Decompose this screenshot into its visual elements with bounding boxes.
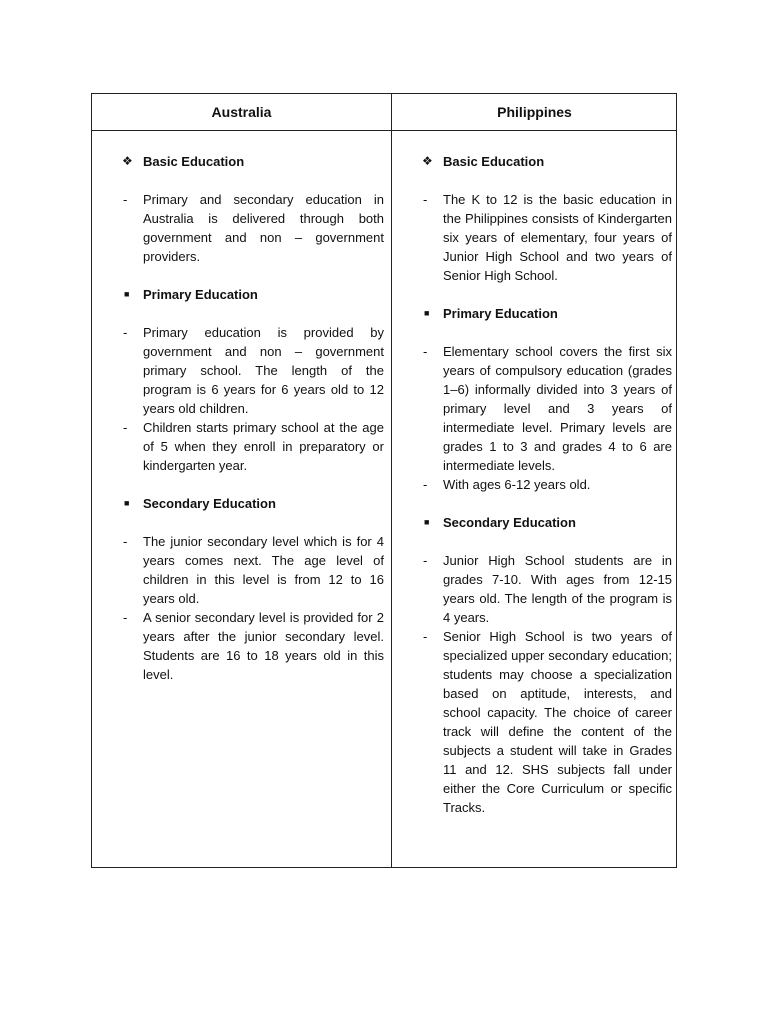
- list-item: [122, 323, 384, 418]
- dash-bullet: -: [423, 192, 428, 207]
- square-bullet-icon: ■: [124, 289, 130, 299]
- secondary-education-heading: [122, 494, 384, 513]
- heading-text: Primary Education: [143, 287, 258, 302]
- dash-bullet: -: [423, 477, 428, 492]
- heading-text: Secondary Education: [143, 496, 276, 511]
- list-item: [122, 532, 384, 608]
- australia-column: [122, 152, 384, 684]
- dash-bullet: -: [423, 553, 428, 568]
- philippines-column: [422, 152, 672, 817]
- list-item: [422, 342, 672, 475]
- dash-bullet: -: [123, 420, 128, 435]
- item-text: Senior High School is two years of specialized upper secondary education; students may choose a specialization based on aptitude, interests, and school capacity. The choice of career track will define the content of the subjects a student will take in Grades 11 and 12. SHS subjects fall under either the Core Curriculum or specific Tracks.: [443, 629, 672, 815]
- list-item: [422, 190, 672, 285]
- list-item: [422, 475, 672, 494]
- item-text: Elementary school covers the first six years of compulsory education (grades 1–6) informally divided into 3 years of primary level and 3 years of intermediate level. Primary levels are grades 1 to 3 and grades 4 to 6 are intermediate levels.: [443, 344, 672, 473]
- heading-text: Primary Education: [443, 306, 558, 321]
- dash-bullet: -: [123, 325, 128, 340]
- header-philippines: Philippines: [497, 104, 572, 120]
- primary-education-heading: [422, 304, 672, 323]
- heading-text: Secondary Education: [443, 515, 576, 530]
- item-text: With ages 6-12 years old.: [443, 477, 591, 492]
- square-bullet-icon: ■: [424, 308, 430, 318]
- item-text: Junior High School students are in grades 7-10. With ages from 12-15 years old. The length of the program is 4 years.: [443, 553, 672, 625]
- list-item: [422, 551, 672, 627]
- item-text: A senior secondary level is provided for 2 years after the junior secondary level. Students are 16 to 18 years old in this level.: [143, 610, 384, 682]
- basic-education-heading: [122, 152, 384, 171]
- primary-education-heading: [122, 285, 384, 304]
- dash-bullet: -: [123, 534, 128, 549]
- header-australia: Australia: [211, 104, 272, 120]
- item-text: Primary and secondary education in Australia is delivered through both government and non – government providers.: [143, 192, 384, 264]
- comparison-table: [91, 93, 677, 868]
- item-text: The K to 12 is the basic education in the Philippines consists of Kindergarten six years of elementary, four years of Junior High School and two years of Senior High School.: [443, 192, 672, 283]
- list-item: [122, 190, 384, 266]
- column-divider: [391, 94, 392, 867]
- secondary-education-heading: [422, 513, 672, 532]
- dash-bullet: -: [423, 629, 428, 644]
- item-text: The junior secondary level which is for 4 years comes next. The age level of children in this level is from 12 to 16 years old.: [143, 534, 384, 606]
- heading-text: Basic Education: [143, 154, 245, 169]
- list-item: [122, 608, 384, 684]
- dash-bullet: -: [123, 610, 128, 625]
- list-item: [122, 418, 384, 475]
- item-text: Children starts primary school at the age of 5 when they enroll in preparatory or kindergarten year.: [143, 420, 384, 473]
- item-text: Primary education is provided by government and non – government primary school. The length of the program is 6 years for 6 years old to 12 years old children.: [143, 325, 384, 416]
- dash-bullet: -: [123, 192, 128, 207]
- diamond-bullet-icon: ❖: [422, 154, 433, 168]
- basic-education-heading: [422, 152, 672, 171]
- dash-bullet: -: [423, 344, 428, 359]
- square-bullet-icon: ■: [424, 517, 430, 527]
- list-item: [422, 627, 672, 817]
- header-divider: [92, 130, 676, 131]
- square-bullet-icon: ■: [124, 498, 130, 508]
- heading-text: Basic Education: [443, 154, 545, 169]
- diamond-bullet-icon: ❖: [122, 154, 133, 168]
